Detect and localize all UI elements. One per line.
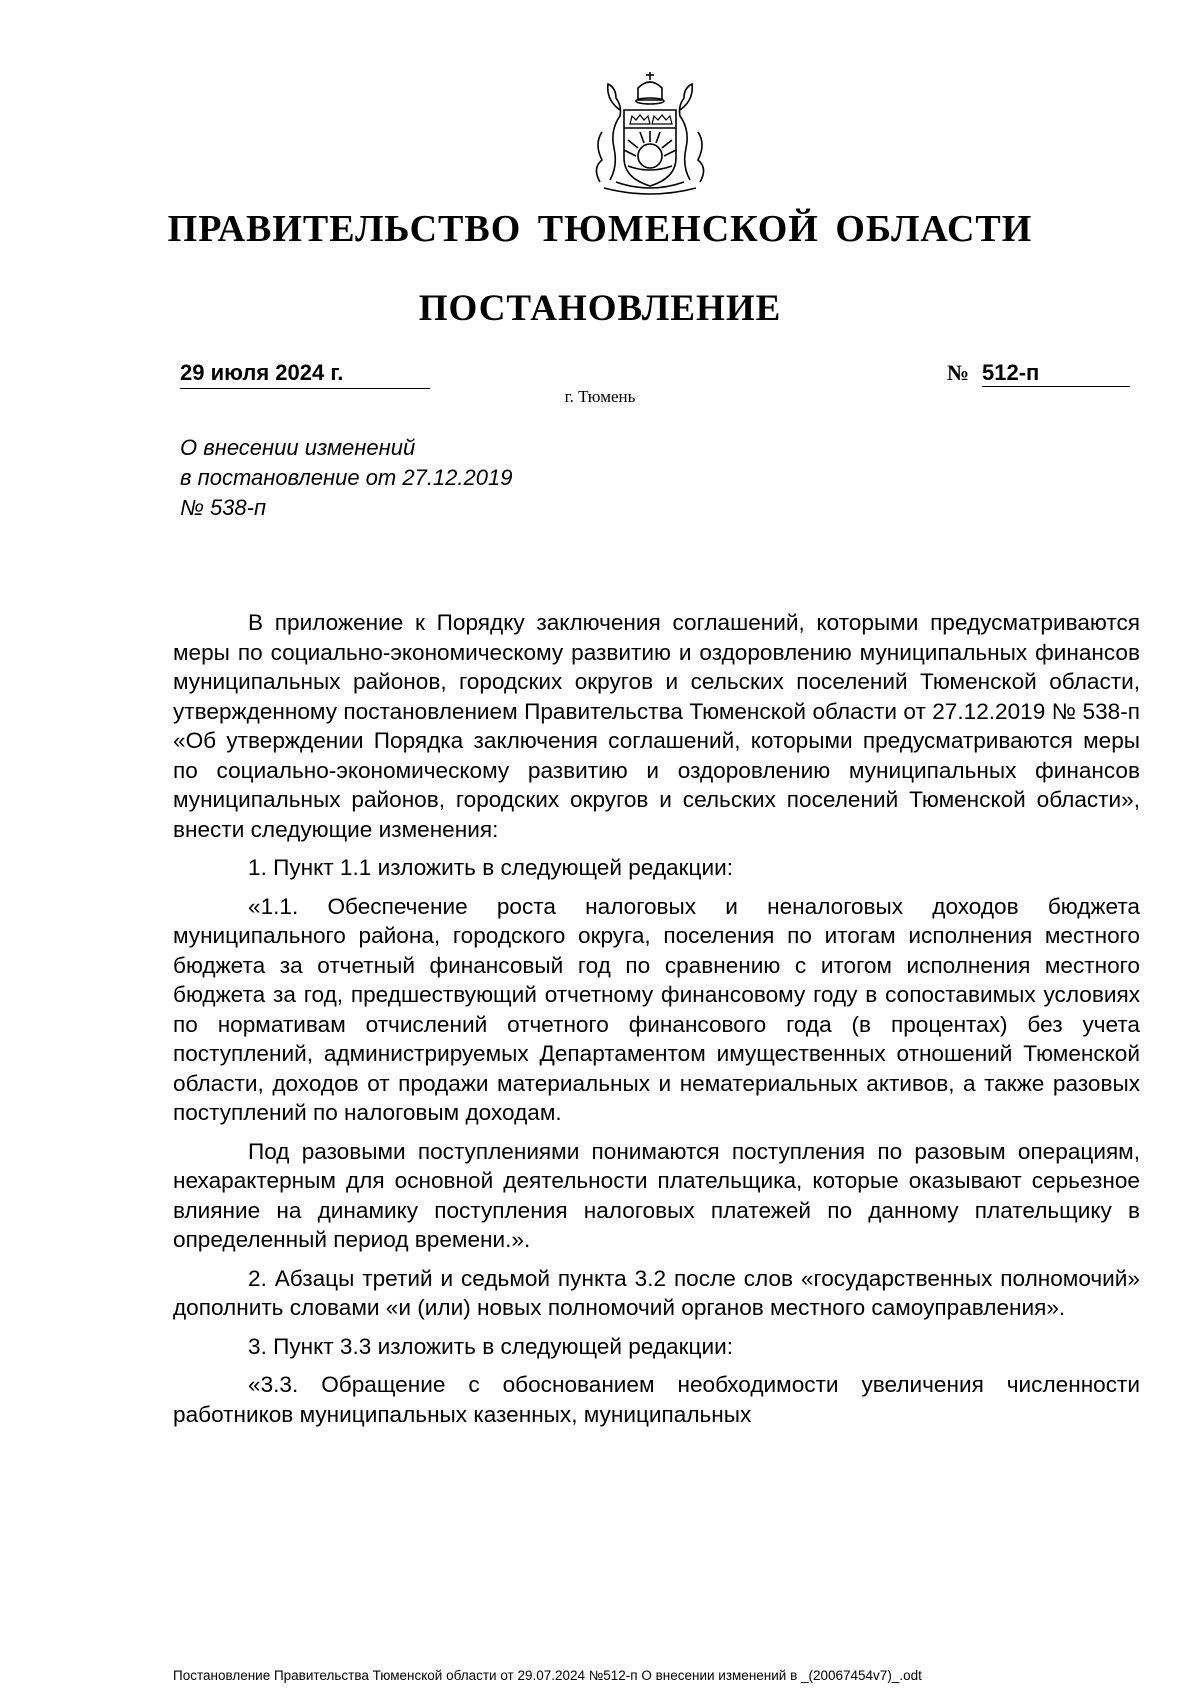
- document-city: г. Тюмень: [564, 387, 636, 406]
- body-paragraph: 1. Пункт 1.1 изложить в следующей редакции:: [248, 855, 733, 880]
- subject-line: в постановление от 27.12.2019: [180, 465, 513, 490]
- number-sign: №: [947, 360, 970, 385]
- organization-title: ПРАВИТЕЛЬСТВО ТЮМЕНСКОЙ ОБЛАСТИ: [167, 208, 1033, 250]
- document-number: [947, 360, 1130, 389]
- document-number-value: 512-п: [982, 360, 1130, 387]
- document-body: [173, 608, 1140, 1438]
- body-paragraph: «1.1. Обеспечение роста налоговых и неналоговых доходов бюджета муниципального района, городского округа, поселения по итогам исполнения местного бюджета за отчетный финансовый год по сравнению с итогом исполнения местного бюджета за год, предшествующий отчетному финансовому году в сопоставимых условиях по нормативам отчислений отчетного финансового года (в процентах) без учета поступлений, администрируемых Департаментом имущественных отношений Тюменской области, доходов от продажи материальных и нематериальных активов, а также разовых поступлений по налоговым доходам.: [173, 893, 1140, 1125]
- coat-of-arms-icon: [580, 70, 720, 200]
- subject-line: № 538-п: [180, 495, 267, 520]
- document-subject: [180, 433, 512, 523]
- page-footer: Постановление Правительства Тюменской области от 29.07.2024 №512-п О внесении изменений в _(20067454v7)_.odt: [173, 1668, 922, 1683]
- document-type-heading: ПОСТАНОВЛЕНИЕ: [418, 288, 782, 329]
- body-paragraph: Под разовыми поступлениями понимаются поступления по разовым операциям, нехарактерным для основной деятельности плательщика, которые оказывают серьезное влияние на динамику поступления налоговых платежей по данному плательщику в определенный период времени.».: [173, 1138, 1140, 1252]
- document-date: 29 июля 2024 г.: [180, 360, 430, 389]
- body-paragraph: В приложение к Порядку заключения соглашений, которыми предусматриваются меры по социально-экономическому развитию и оздоровлению муниципальных финансов муниципальных районов, городских округов и сельских поселений Тюменской области, утвержденному постановлением Правительства Тюменской области от 27.12.2019 № 538-п «Об утверждении Порядка заключения соглашений, которыми предусматриваются меры по социально-экономическому развитию и оздоровлению муниципальных финансов муниципальных районов, городских округов и сельских поселений Тюменской области», внести следующие изменения:: [173, 610, 1140, 842]
- subject-line: О внесении изменений: [180, 435, 416, 460]
- body-paragraph: 2. Абзацы третий и седьмой пункта 3.2 после слов «государственных полномочий» дополнить словами «и (или) новых полномочий органов местного самоуправления».: [173, 1265, 1140, 1320]
- body-paragraph: «3.3. Обращение с обоснованием необходимости увеличения численности работников муниципальных казенных, муниципальных: [173, 1372, 1140, 1427]
- body-paragraph: 3. Пункт 3.3 изложить в следующей редакции:: [248, 1333, 733, 1359]
